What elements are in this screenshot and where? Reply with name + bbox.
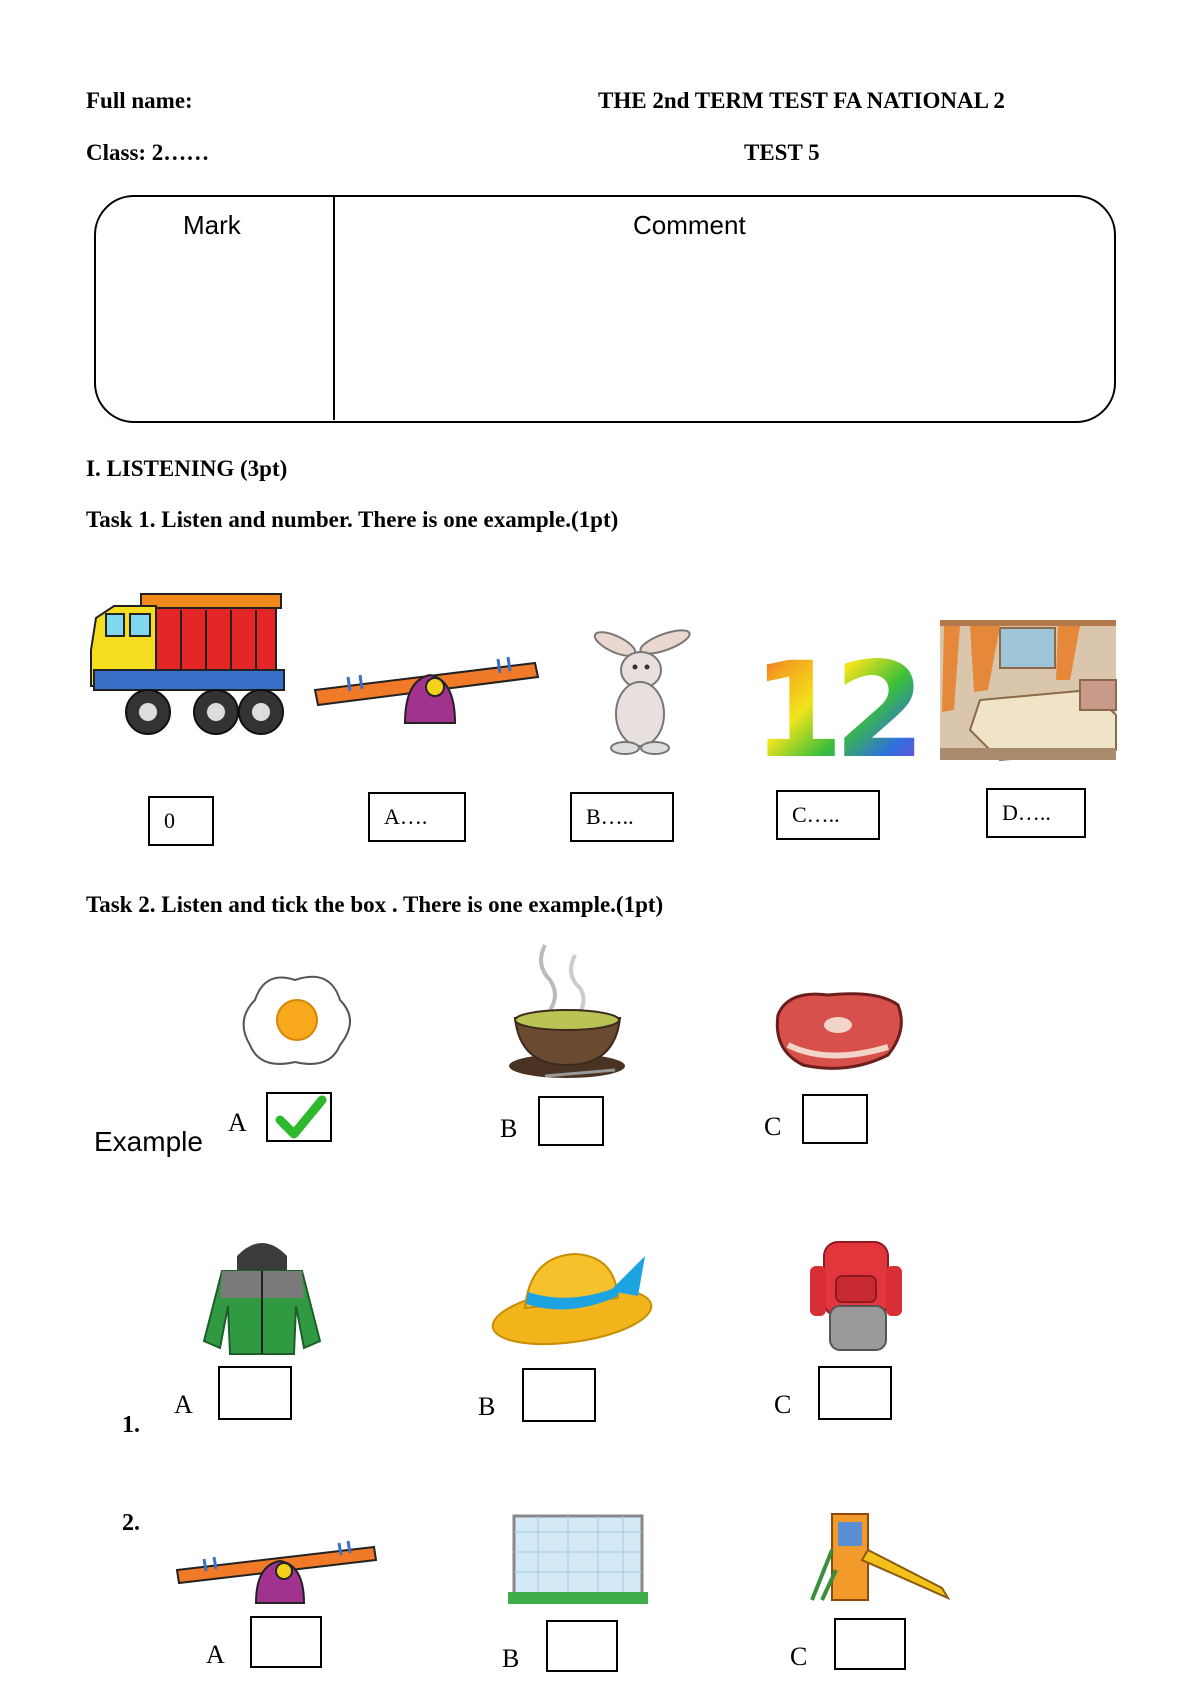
answer-example-text: 0	[164, 808, 175, 833]
row-1-label: 1.	[122, 1412, 140, 1438]
row-2-option-c: C	[790, 1642, 808, 1671]
mark-label: Mark	[183, 210, 241, 240]
answer-box-d[interactable]	[986, 788, 1086, 838]
example-tick-box-b	[538, 1096, 604, 1146]
backpack-picture	[806, 1236, 906, 1356]
test-number: TEST 5	[744, 140, 820, 165]
row-1-tick-box-c[interactable]	[818, 1366, 892, 1420]
example-label: Example	[94, 1126, 203, 1157]
section-title: I. LISTENING (3pt)	[86, 456, 288, 481]
example-option-a: A	[228, 1108, 247, 1137]
answer-box-b[interactable]	[570, 792, 674, 842]
row-1-tick-box-a[interactable]	[218, 1366, 292, 1420]
jacket-picture	[192, 1236, 332, 1356]
test-title: THE 2nd TERM TEST FA NATIONAL 2	[598, 88, 1005, 113]
seesaw-picture-row2	[174, 1535, 379, 1605]
class-label: Class: 2……	[86, 140, 210, 165]
soup-picture	[505, 940, 635, 1080]
answer-box-c[interactable]	[776, 790, 880, 840]
answer-b-text: B…..	[586, 804, 634, 829]
mark-divider	[333, 196, 335, 420]
row-2-label: 2.	[122, 1510, 140, 1536]
slide-picture	[802, 1510, 952, 1605]
task1-title: Task 1. Listen and number. There is one example.(1pt)	[86, 507, 619, 532]
row-2-option-a: A	[206, 1640, 225, 1669]
row-1-option-b: B	[478, 1392, 496, 1421]
example-tick-box-c	[802, 1094, 868, 1144]
check-icon	[276, 1096, 326, 1140]
row-2-option-b: B	[502, 1644, 520, 1673]
comment-label: Comment	[633, 210, 746, 240]
hat-picture	[490, 1246, 655, 1346]
answer-c-text: C…..	[792, 802, 840, 827]
task2-title: Task 2. Listen and tick the box . There is one example.(1pt)	[86, 892, 664, 917]
answer-d-text: D…..	[1002, 800, 1051, 825]
example-option-b: B	[500, 1114, 518, 1143]
meat-picture	[768, 985, 908, 1075]
bedroom-picture	[940, 620, 1116, 760]
seesaw-picture-task1	[310, 645, 540, 730]
full-name-label: Full name:	[86, 88, 193, 113]
mark-field[interactable]	[110, 245, 320, 410]
number-12-text: 12	[752, 634, 916, 788]
row-2-tick-box-a[interactable]	[250, 1616, 322, 1668]
number-12-picture	[752, 634, 916, 788]
fried-egg-picture	[235, 970, 355, 1070]
row-1-option-c: C	[774, 1390, 792, 1419]
example-option-c: C	[764, 1112, 782, 1141]
rabbit-picture	[585, 622, 705, 757]
comment-field[interactable]	[345, 245, 1095, 410]
answer-box-example	[148, 796, 214, 846]
row-1-option-a: A	[174, 1390, 193, 1419]
row-2-tick-box-c[interactable]	[834, 1618, 906, 1670]
row-2-tick-box-b[interactable]	[546, 1620, 618, 1672]
answer-a-text: A….	[384, 804, 428, 829]
row-1-tick-box-b[interactable]	[522, 1368, 596, 1422]
goal-picture	[508, 1512, 648, 1604]
answer-box-a[interactable]	[368, 792, 466, 842]
dump-truck-picture	[86, 590, 292, 738]
example-tick-box-a	[266, 1092, 332, 1142]
